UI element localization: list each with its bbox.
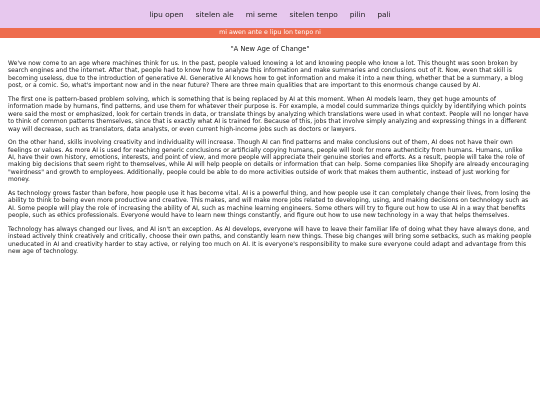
nav-item-mi-seme[interactable]: mi seme (245, 9, 278, 19)
top-navigation (0, 0, 540, 28)
nav-item-pilin[interactable]: pilin (349, 9, 366, 19)
article-paragraph-1: We've now come to an age where machines think for us. In the past, people valued knowing a lot and knowing people who know a lot. This thought was soon broken by search engines and the internet. After that, people had to know how to analyze this information and make summaries and conclusions out of it. Now, even that skill is becoming useless, due to the introduction of generative AI. Generative AI knows how to get information and make it into a new thing, whether that be a summary, a blog post, or a comic. So, what's important now and in the near future? There are three main qualities that are important to this enormous change caused by AI. (8, 60, 524, 90)
article-paragraph-5: Technology has always changed our lives, and AI isn't an exception. As AI develops, everyone will have to leave their familiar life of doing what they have always done, and instead actively think creatively and critically, choose their own paths, and constantly learn new things. These big changes will bring some setbacks, such as making people uneducated in AI and creativity harder to stay active, or relying too much on AI. It is everyone's responsibility to make sure everyone could adapt and advantage from this new age of technology. (8, 225, 532, 255)
nav-item-sitelen-ale[interactable]: sitelen ale (195, 9, 234, 19)
article-title: "A New Age of Change" (230, 45, 310, 53)
nav-item-sitelen-tenpo[interactable]: sitelen tenpo (289, 9, 338, 19)
article-content (0, 38, 540, 255)
notice-banner: mi awen ante e lipu lon tenpo ni (0, 28, 540, 38)
nav-item-pali[interactable]: pali (377, 9, 391, 19)
article-paragraph-3: On the other hand, skills involving creativity and individuality will increase. Though AI can find patterns and make conclusions out of them, AI does not have their own feelings or values. As more AI is used for reaching generic conclusions or artificially copying humans, people will look for more authenticity from humans. Humans, unlike AI, have their own history, emotions, interests, and point of view, and more people will appreciate their genuine stories and efforts. As a result, people will take the role of making big decisions that seem right to themselves, while AI will help people on details or information that can help. Some companies like Shopify are already encouraging "weirdness" and growth to employees. Additionally, people could be able to do more activities outside of work that makes them authentic, instead of just working for money. (8, 139, 529, 184)
article-paragraph-4: As technology grows faster than before, how people use it has become vital. AI is a powerful thing, and how people use it can completely change their lives, from losing the ability to think to being even more productive and creative. This makes, and will make more jobs related to developing, using, and making decisions on technology such as AI. Some people will play the role of increasing the ability of AI, such as machine learning engineers. Some others will try to figure out how to use AI in a way that benefits people, such as ethics professionals. Everyone would have to learn new things constantly, and figure out how to use new technology in a way that helps themselves. (8, 189, 531, 220)
article-paragraph-2: The first one is pattern-based problem solving, which is something that is being replaced by AI at this moment. When AI models learn, they get huge amounts of information made by humans, find patterns, and use them for whatever their purpose is. For example, a model could summarize things quickly by identifying which points were said the most or emphasized, look for certain trends in data, or translate things by analyzing which translations were used in what context. People will no longer have to think of common patterns themselves, since that is exactly what AI is trained for. Because of this, jobs that involve simply analyzing and expressing things in a different way will decrease, such as translators, data analysts, or even current high-income jobs such as doctors or lawyers. (8, 95, 529, 133)
nav-item-lipu-open[interactable]: lipu open (149, 9, 184, 19)
